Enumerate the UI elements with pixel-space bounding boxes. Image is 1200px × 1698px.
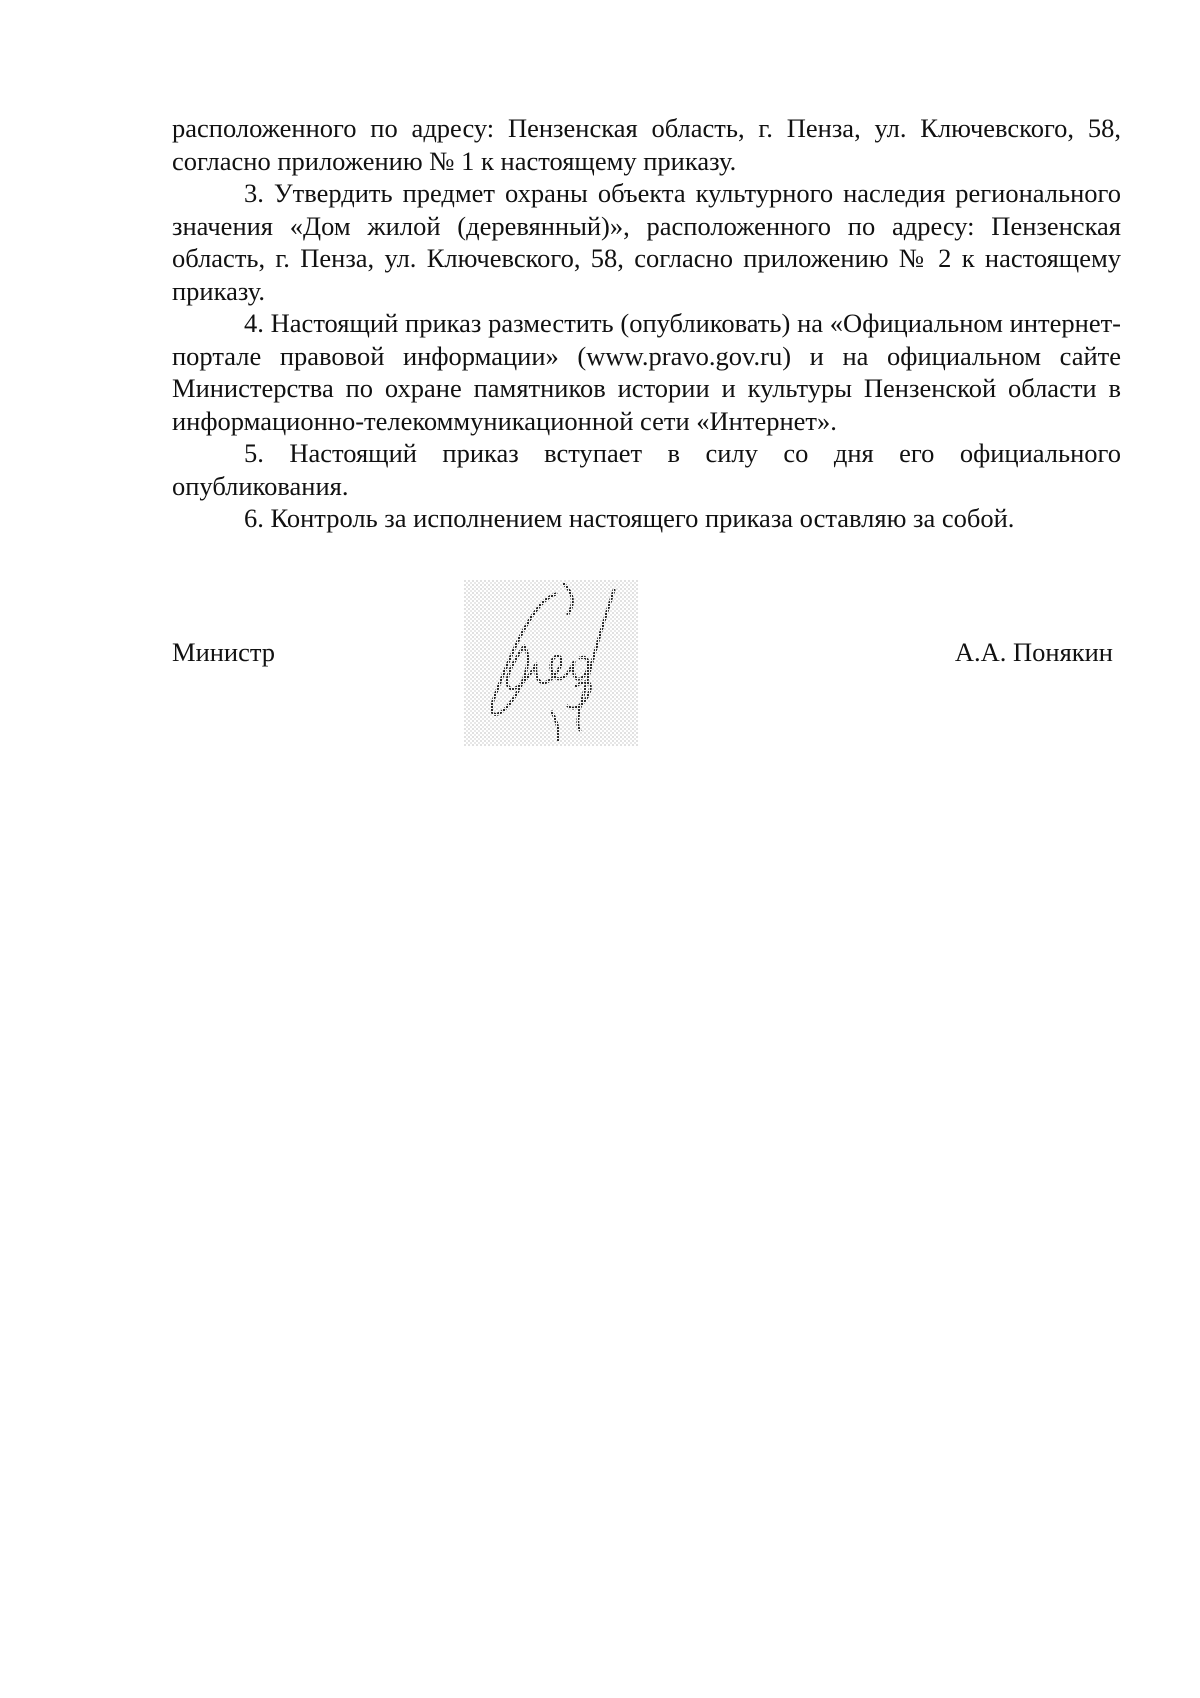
handwritten-signature-image [464, 580, 638, 746]
paragraph-item-3: 3. Утвердить предмет охраны объекта культурного наследия регионального значения «Дом жилой (деревянный)», расположенного по адресу: Пензенская область, г. Пенза, ул. Ключевского, 58, согласно приложению № 2 к настоящему приказу. [172, 178, 1121, 306]
paragraph-item-5: 5. Настоящий приказ вступает в силу со дня его официального опубликования. [172, 438, 1121, 501]
paragraph-address-continuation: расположенного по адресу: Пензенская область, г. Пенза, ул. Ключевского, 58, согласно приложению № 1 к настоящему приказу. [172, 113, 1121, 176]
paragraph-item-4: 4. Настоящий приказ разместить (опубликовать) на «Официальном интернет-портале правовой информации» (www.pravo.gov.ru) и на официальном сайте Министерства по охране памятников истории и культуры Пензенской области в информационно-телекоммуникационной сети «Интернет». [172, 308, 1121, 436]
signature-block [172, 580, 1121, 750]
document-body [172, 112, 1121, 535]
paragraph-item-6: 6. Контроль за исполнением настоящего приказа оставляю за собой. [244, 503, 1015, 533]
signatory-role: Министр [172, 637, 276, 667]
signatory-name: А.А. Понякин [954, 637, 1113, 667]
